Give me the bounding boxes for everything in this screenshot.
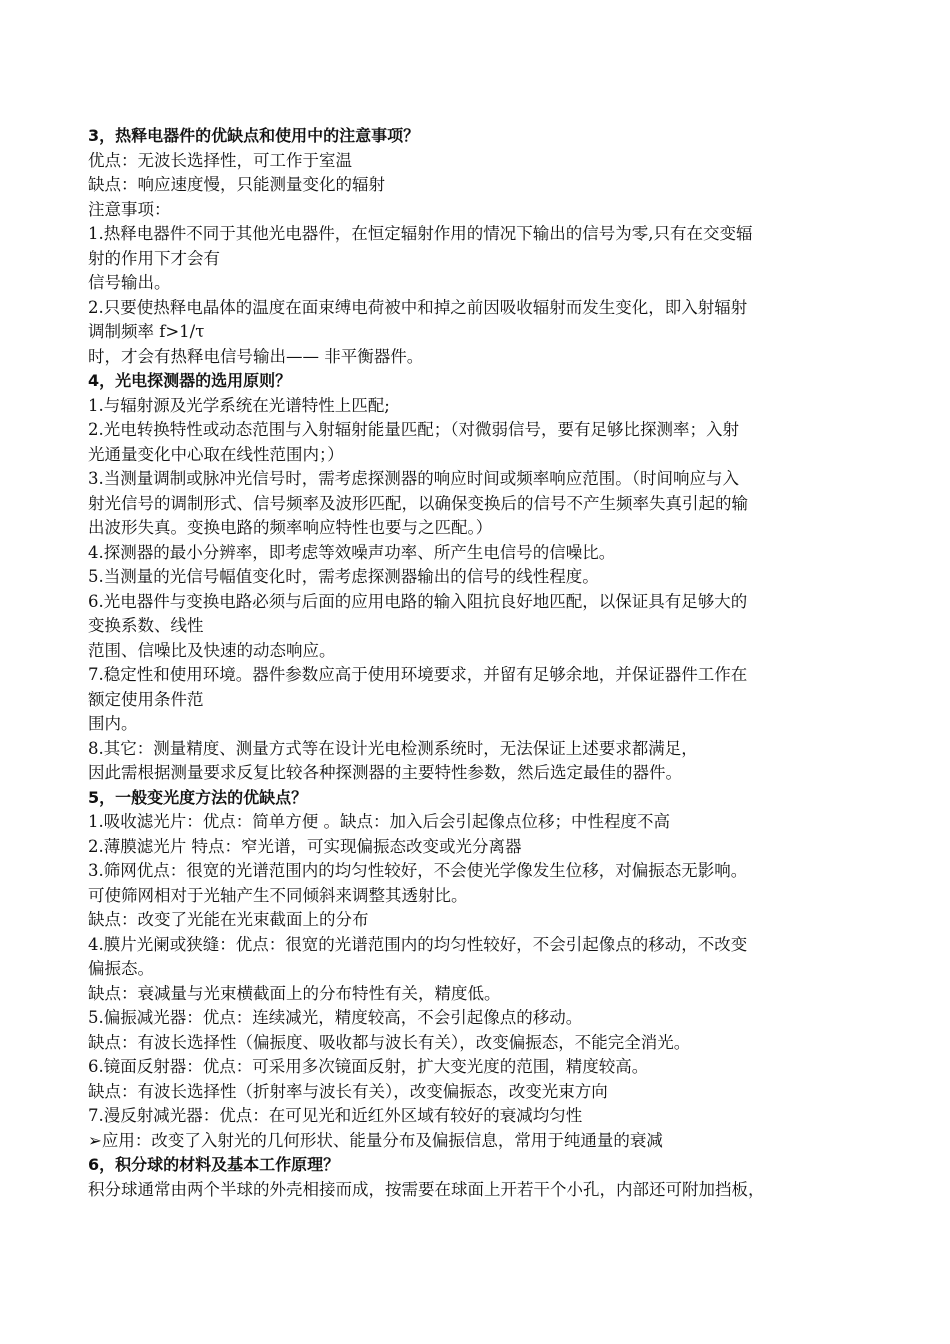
text-line: 偏振态。 <box>88 959 154 978</box>
text-line: 5.偏振减光器：优点：连续减光，精度较高，不会引起像点的移动。 <box>88 1008 583 1027</box>
section-heading: 5，一般变光度方法的优缺点？ <box>88 787 308 807</box>
section-heading: 3，热释电器件的优缺点和使用中的注意事项？ <box>88 126 420 145</box>
text-line: 时，才会有热释电信号输出—— 非平衡器件。 <box>88 346 424 366</box>
text-line: 1.热释电器件不同于其他光电器件，在恒定辐射作用的情况下输出的信号为零,只有在交变辐 <box>88 224 753 243</box>
text-line: 3.当测量调制或脉冲光信号时，需考虑探测器的响应时间或频率响应范围。（时间响应与入 <box>88 469 739 488</box>
text-line: 缺点：衰减量与光束横截面上的分布特性有关，精度低。 <box>88 983 501 1003</box>
text-line: 缺点：有波长选择性（偏振度、吸收都与波长有关），改变偏振态，不能完全消光。 <box>88 1032 691 1052</box>
section-heading: 4，光电探测器的选用原则？ <box>88 371 292 390</box>
section-heading: 6，积分球的材料及基本工作原理？ <box>88 1155 340 1174</box>
text-line: 出波形失真。变换电路的频率响应特性也要与之匹配。） <box>88 518 493 537</box>
text-line: 信号输出。 <box>88 273 171 292</box>
text-line: 7.漫反射减光器：优点：在可见光和近红外区域有较好的衰减均匀性 <box>88 1106 583 1125</box>
text-line: 注意事项： <box>88 199 171 219</box>
document-page <box>88 124 878 1202</box>
text-line: ➢应用：改变了入射光的几何形状、能量分布及偏振信息，常用于纯通量的衰减 <box>88 1130 663 1150</box>
text-line: 5.当测量的光信号幅值变化时，需考虑探测器输出的信号的线性程度。 <box>88 567 599 586</box>
text-line: 2.薄膜滤光片 特点：窄光谱，可实现偏振态改变或光分离器 <box>88 836 522 856</box>
text-line: 7.稳定性和使用环境。器件参数应高于使用环境要求，并留有足够余地，并保证器件工作在 <box>88 665 748 684</box>
text-line: 缺点：响应速度慢，只能测量变化的辐射 <box>88 175 385 194</box>
text-line: 围内。 <box>88 714 138 733</box>
text-line: 范围、信噪比及快速的动态响应。 <box>88 640 336 660</box>
text-line: 1.吸收滤光片：优点：简单方便 。缺点：加入后会引起像点位移；中性程度不高 <box>88 812 670 831</box>
text-line: 8.其它：测量精度、测量方式等在设计光电检测系统时，无法保证上述要求都满足， <box>88 738 698 758</box>
text-line: 6.光电器件与变换电路必须与后面的应用电路的输入阻抗良好地匹配，以保证具有足够大的 <box>88 591 748 611</box>
text-line: 1.与辐射源及光学系统在光谱特性上匹配; <box>88 395 390 415</box>
text-line: 优点：无波长选择性，可工作于室温 <box>88 150 352 170</box>
text-line: 因此需根据测量要求反复比较各种探测器的主要特性参数，然后选定最佳的器件。 <box>88 763 682 782</box>
text-line: 变换系数、线性 <box>88 616 204 635</box>
text-line: 积分球通常由两个半球的外壳相接而成，按需要在球面上开若干个小孔，内部还可附加挡板， <box>88 1179 765 1199</box>
text-line: 3.筛网优点：很宽的光谱范围内的均匀性较好，不会使光学像发生位移，对偏振态无影响。 <box>88 861 748 880</box>
text-line: 缺点：有波长选择性（折射率与波长有关），改变偏振态，改变光束方向 <box>88 1081 608 1101</box>
text-line: 4.膜片光阑或狭缝：优点：很宽的光谱范围内的均匀性较好，不会引起像点的移动，不改变 <box>88 934 748 954</box>
text-line: 2.光电转换特性或动态范围与入射辐射能量匹配；（对微弱信号，要有足够比探测率；入射 <box>88 420 739 439</box>
text-line: 射光信号的调制形式、信号频率及波形匹配，以确保变换后的信号不产生频率失真引起的输 <box>88 493 748 513</box>
text-line: 可使筛网相对于光轴产生不同倾斜来调整其透射比。 <box>88 885 468 905</box>
text-line: 额定使用条件范 <box>88 689 204 709</box>
text-line: 4.探测器的最小分辨率，即考虑等效噪声功率、所产生电信号的信噪比。 <box>88 542 616 562</box>
text-line: 6.镜面反射器：优点：可采用多次镜面反射，扩大变光度的范围，精度较高。 <box>88 1057 649 1076</box>
text-line: 调制频率 f>1/τ <box>88 322 205 341</box>
text-line: 缺点：改变了光能在光束截面上的分布 <box>88 910 369 929</box>
text-line: 光通量变化中心取在线性范围内；） <box>88 444 344 464</box>
text-line: 2.只要使热释电晶体的温度在面束缚电荷被中和掉之前因吸收辐射而发生变化，即入射辐射 <box>88 297 748 317</box>
text-line: 射的作用下才会有 <box>88 248 220 268</box>
